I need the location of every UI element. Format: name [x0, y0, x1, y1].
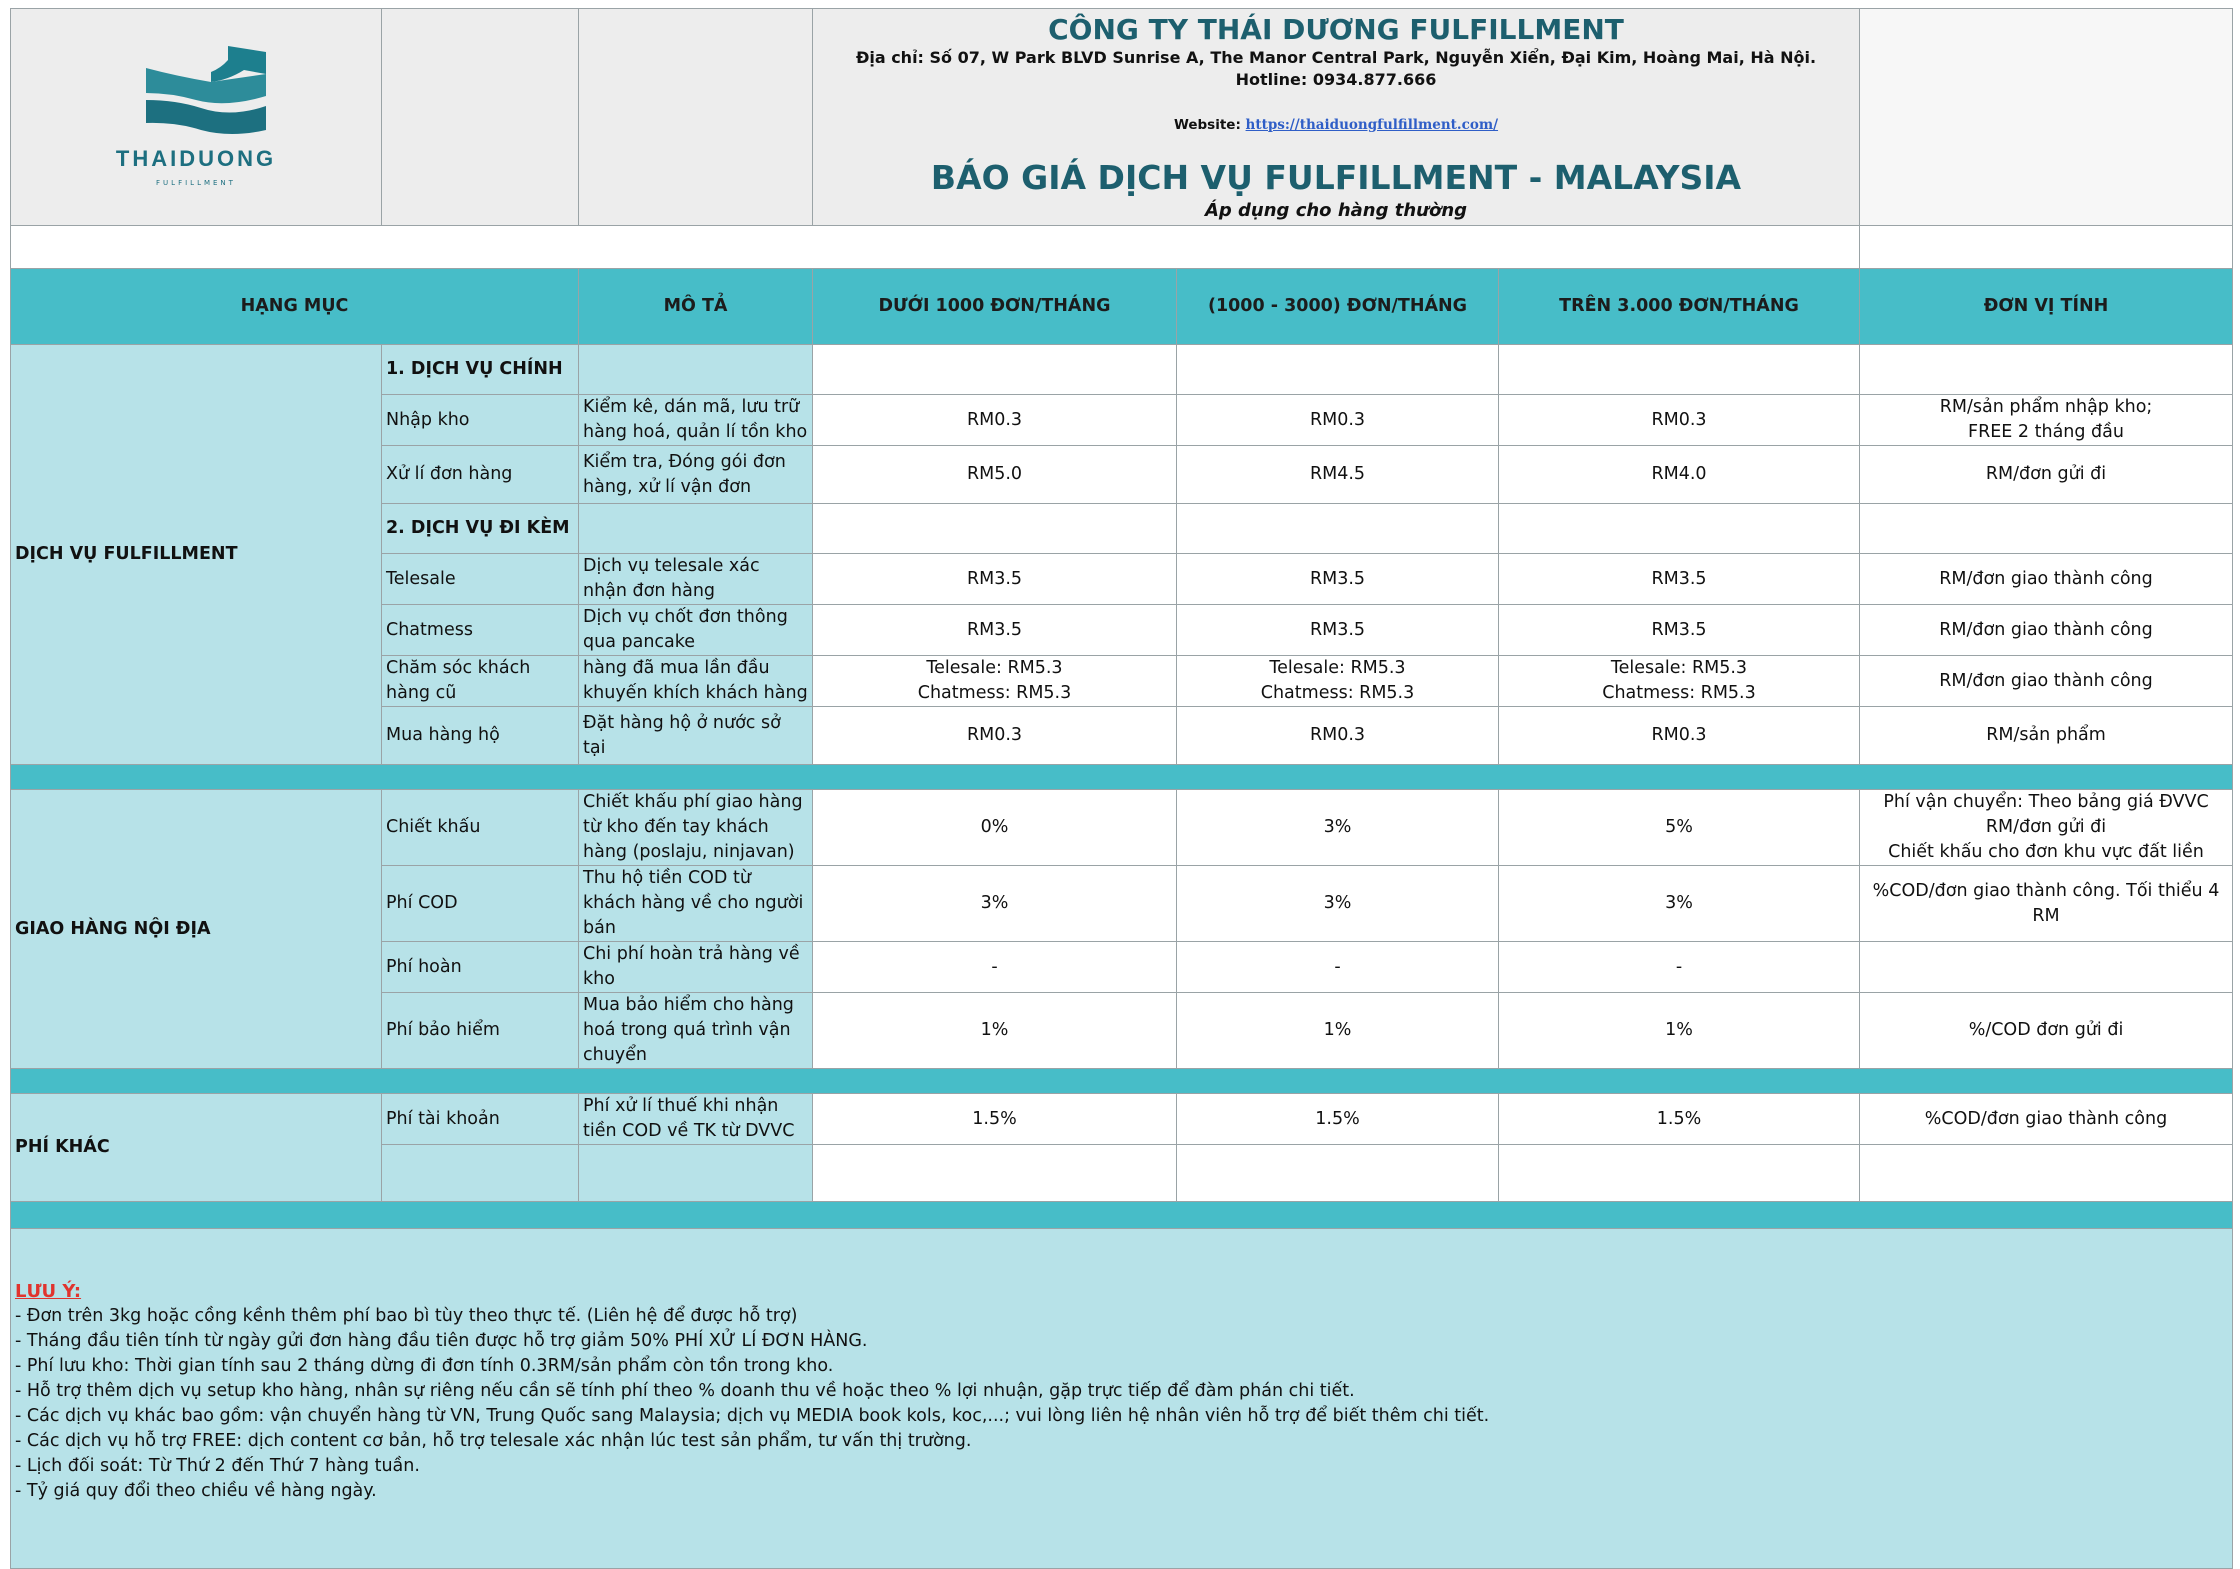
- price-tier3: -: [1499, 942, 1860, 993]
- logo-text: THAIDUONG: [115, 146, 277, 171]
- unit: %COD/đơn giao thành công. Tối thiểu 4 RM: [1860, 866, 2233, 942]
- empty-cell: [579, 1145, 813, 1202]
- section-divider: [11, 1202, 2233, 1229]
- item-desc: Dịch vụ chốt đơn thông qua pancake: [579, 605, 813, 656]
- note-line: - Các dịch vụ khác bao gồm: vận chuyển hàng từ VN, Trung Quốc sang Malaysia; dịch vụ MEDIA book kols, koc,...; vui lòng liên hệ nhân viên hỗ trợ để biết thêm chi tiết.: [15, 1406, 1490, 1426]
- unit-line: Chiết khấu cho đơn khu vực đất liền: [1888, 842, 2204, 862]
- subsection-extra: 2. DỊCH VỤ ĐI KÈM: [382, 504, 579, 554]
- price-tier2: RM0.3: [1177, 395, 1499, 446]
- company-address: Địa chỉ: Số 07, W Park BLVD Sunrise A, The Manor Central Park, Nguyễn Xiển, Đại Kim, Hoàng Mai, Hà Nội.: [855, 48, 1817, 67]
- col-header-tier1: DƯỚI 1000 ĐƠN/THÁNG: [813, 269, 1177, 345]
- price-tier2: RM4.5: [1177, 446, 1499, 504]
- item-desc: Kiểm kê, dán mã, lưu trữ hàng hoá, quản lí tồn kho: [579, 395, 813, 446]
- unit-line: RM/đơn gửi đi: [1985, 817, 2107, 837]
- website-link[interactable]: https://thaiduongfulfillment.com/: [1245, 117, 1499, 133]
- price-line: Telesale: RM5.3: [1269, 658, 1406, 678]
- empty-cell: [813, 1145, 1177, 1202]
- company-hotline: Hotline: 0934.877.666: [1235, 70, 1437, 89]
- price-line: Telesale: RM5.3: [1610, 658, 1748, 678]
- item-name: Phí COD: [382, 866, 579, 942]
- table-row: [11, 1094, 2233, 1145]
- price-line: Chatmess: RM5.3: [1260, 683, 1415, 703]
- item-name: Nhập kho: [382, 395, 579, 446]
- unit: RM/đơn giao thành công: [1860, 656, 2233, 707]
- price-tier1: 0%: [813, 790, 1177, 866]
- empty-cell: [1177, 345, 1499, 395]
- note-line: - Hỗ trợ thêm dịch vụ setup kho hàng, nhân sự riêng nếu cần sẽ tính phí theo % doanh thu về hoặc theo % lợi nhuận, gặp trực tiếp để đàm phán chi tiết.: [15, 1381, 1355, 1401]
- price-tier2: 3%: [1177, 866, 1499, 942]
- notes-title: LƯU Ý:: [15, 1281, 82, 1302]
- price-tier1: RM0.3: [813, 707, 1177, 765]
- item-desc: Thu hộ tiền COD từ khách hàng về cho người bán: [579, 866, 813, 942]
- item-desc: Mua bảo hiểm cho hàng hoá trong quá trình vận chuyển: [579, 993, 813, 1069]
- price-tier2: 1%: [1177, 993, 1499, 1069]
- quote-table: [10, 8, 2233, 1569]
- price-tier1: 3%: [813, 866, 1177, 942]
- price-tier3: [1499, 656, 1860, 707]
- price-tier3: RM4.0: [1499, 446, 1860, 504]
- price-line: Chatmess: RM5.3: [1602, 683, 1756, 703]
- price-tier3: RM3.5: [1499, 605, 1860, 656]
- unit: RM/đơn giao thành công: [1860, 554, 2233, 605]
- empty-cell: [813, 345, 1177, 395]
- price-tier3: RM0.3: [1499, 707, 1860, 765]
- item-name: Chiết khấu: [382, 790, 579, 866]
- empty-cell: [382, 1145, 579, 1202]
- section-other: PHÍ KHÁC: [11, 1094, 382, 1202]
- empty-cell: [1860, 504, 2233, 554]
- empty-cell: [1860, 9, 2233, 226]
- subsection-main: 1. DỊCH VỤ CHÍNH: [382, 345, 579, 395]
- price-tier2: [1177, 656, 1499, 707]
- price-tier2: 3%: [1177, 790, 1499, 866]
- company-website: [817, 113, 1855, 138]
- item-desc: Dịch vụ telesale xác nhận đơn hàng: [579, 554, 813, 605]
- table-row: [11, 790, 2233, 866]
- quote-subtitle: Áp dụng cho hàng thường: [1204, 200, 1468, 221]
- item-desc: Kiểm tra, Đóng gói đơn hàng, xử lí vận đơn: [579, 446, 813, 504]
- section-domestic: GIAO HÀNG NỘI ĐỊA: [11, 790, 382, 1069]
- price-tier3: 1.5%: [1499, 1094, 1860, 1145]
- price-tier1: -: [813, 942, 1177, 993]
- notes-section: [11, 1229, 2233, 1569]
- price-tier1: RM0.3: [813, 395, 1177, 446]
- item-name: Xử lí đơn hàng: [382, 446, 579, 504]
- item-desc: Đặt hàng hộ ở nước sở tại: [579, 707, 813, 765]
- empty-cell: [1499, 1145, 1860, 1202]
- unit-line: RM/sản phẩm nhập kho;: [1939, 397, 2153, 417]
- empty-cell: [1860, 226, 2233, 269]
- price-tier3: 3%: [1499, 866, 1860, 942]
- col-header-tier2: (1000 - 3000) ĐƠN/THÁNG: [1177, 269, 1499, 345]
- price-tier2: -: [1177, 942, 1499, 993]
- col-header-unit: ĐƠN VỊ TÍNH: [1860, 269, 2233, 345]
- item-desc: Phí xử lí thuế khi nhận tiền COD về TK từ DVVC: [579, 1094, 813, 1145]
- col-header-description: MÔ TẢ: [579, 269, 813, 345]
- note-line: - Tháng đầu tiên tính từ ngày gửi đơn hàng đầu tiên được hỗ trợ giảm 50% PHÍ XỬ LÍ ĐƠN HÀNG.: [15, 1331, 868, 1351]
- item-name: Mua hàng hộ: [382, 707, 579, 765]
- logo-subtext: FULFILLMENT: [156, 179, 236, 187]
- empty-cell: [1499, 504, 1860, 554]
- price-tier3: RM0.3: [1499, 395, 1860, 446]
- item-name: Phí hoàn: [382, 942, 579, 993]
- empty-cell: [1177, 504, 1499, 554]
- unit: [1860, 790, 2233, 866]
- spacer-row: [11, 226, 1860, 269]
- price-tier3: RM3.5: [1499, 554, 1860, 605]
- unit: %COD/đơn giao thành công: [1860, 1094, 2233, 1145]
- unit: RM/đơn giao thành công: [1860, 605, 2233, 656]
- item-desc: Chi phí hoàn trả hàng về kho: [579, 942, 813, 993]
- item-name: Chăm sóc khách hàng cũ: [382, 656, 579, 707]
- price-tier3: 5%: [1499, 790, 1860, 866]
- note-line: - Lịch đối soát: Từ Thứ 2 đến Thứ 7 hàng tuần.: [15, 1456, 420, 1476]
- empty-cell: [813, 504, 1177, 554]
- price-line: Telesale: RM5.3: [926, 658, 1063, 678]
- empty-cell: [1177, 1145, 1499, 1202]
- unit: [1860, 942, 2233, 993]
- unit-line: Phí vận chuyển: Theo bảng giá ĐVVC: [1883, 792, 2209, 812]
- item-name: Phí bảo hiểm: [382, 993, 579, 1069]
- col-header-tier3: TRÊN 3.000 ĐƠN/THÁNG: [1499, 269, 1860, 345]
- quote-title: BÁO GIÁ DỊCH VỤ FULFILLMENT - MALAYSIA: [930, 158, 1742, 197]
- empty-cell: [579, 9, 813, 226]
- price-line: Chatmess: RM5.3: [917, 683, 1072, 703]
- price-tier1: 1%: [813, 993, 1177, 1069]
- company-info: [813, 9, 1860, 226]
- unit-line: FREE 2 tháng đầu: [1968, 422, 2124, 442]
- price-tier3: 1%: [1499, 993, 1860, 1069]
- item-name: Chatmess: [382, 605, 579, 656]
- note-line: - Phí lưu kho: Thời gian tính sau 2 tháng dừng đi đơn tính 0.3RM/sản phẩm còn tồn trong kho.: [15, 1356, 834, 1376]
- note-line: - Đơn trên 3kg hoặc cồng kềnh thêm phí bao bì tùy theo thực tế. (Liên hệ để được hỗ trợ): [15, 1306, 798, 1326]
- price-tier1: [813, 656, 1177, 707]
- price-tier2: 1.5%: [1177, 1094, 1499, 1145]
- section-divider: [11, 765, 2233, 790]
- empty-cell: [382, 9, 579, 226]
- price-tier1: RM3.5: [813, 605, 1177, 656]
- logo-cell: [11, 9, 382, 226]
- empty-cell: [1860, 1145, 2233, 1202]
- thaiduong-logo-icon: [116, 38, 276, 138]
- price-tier1: RM3.5: [813, 554, 1177, 605]
- company-name: CÔNG TY THÁI DƯƠNG FULFILLMENT: [1048, 13, 1624, 46]
- empty-cell: [1499, 345, 1860, 395]
- item-desc: hàng đã mua lần đầu khuyến khích khách hàng: [579, 656, 813, 707]
- item-name: Telesale: [382, 554, 579, 605]
- price-tier1: 1.5%: [813, 1094, 1177, 1145]
- note-line: - Các dịch vụ hỗ trợ FREE: dịch content cơ bản, hỗ trợ telesale xác nhận lúc test sản phẩm, tư vấn thị trường.: [15, 1431, 972, 1451]
- note-line: - Tỷ giá quy đổi theo chiều về hàng ngày.: [15, 1481, 377, 1501]
- price-tier2: RM3.5: [1177, 554, 1499, 605]
- unit: RM/sản phẩm: [1860, 707, 2233, 765]
- item-name: Phí tài khoản: [382, 1094, 579, 1145]
- website-label: Website:: [1173, 117, 1241, 133]
- empty-cell: [1860, 345, 2233, 395]
- unit: %/COD đơn gửi đi: [1860, 993, 2233, 1069]
- unit: [1860, 395, 2233, 446]
- price-tier2: RM3.5: [1177, 605, 1499, 656]
- price-tier1: RM5.0: [813, 446, 1177, 504]
- empty-cell: [579, 504, 813, 554]
- section-fulfillment: DỊCH VỤ FULFILLMENT: [11, 345, 382, 765]
- price-tier2: RM0.3: [1177, 707, 1499, 765]
- item-desc: Chiết khấu phí giao hàng từ kho đến tay khách hàng (poslaju, ninjavan): [579, 790, 813, 866]
- unit: RM/đơn gửi đi: [1860, 446, 2233, 504]
- empty-cell: [579, 345, 813, 395]
- section-divider: [11, 1069, 2233, 1094]
- col-header-category: HẠNG MỤC: [11, 269, 579, 345]
